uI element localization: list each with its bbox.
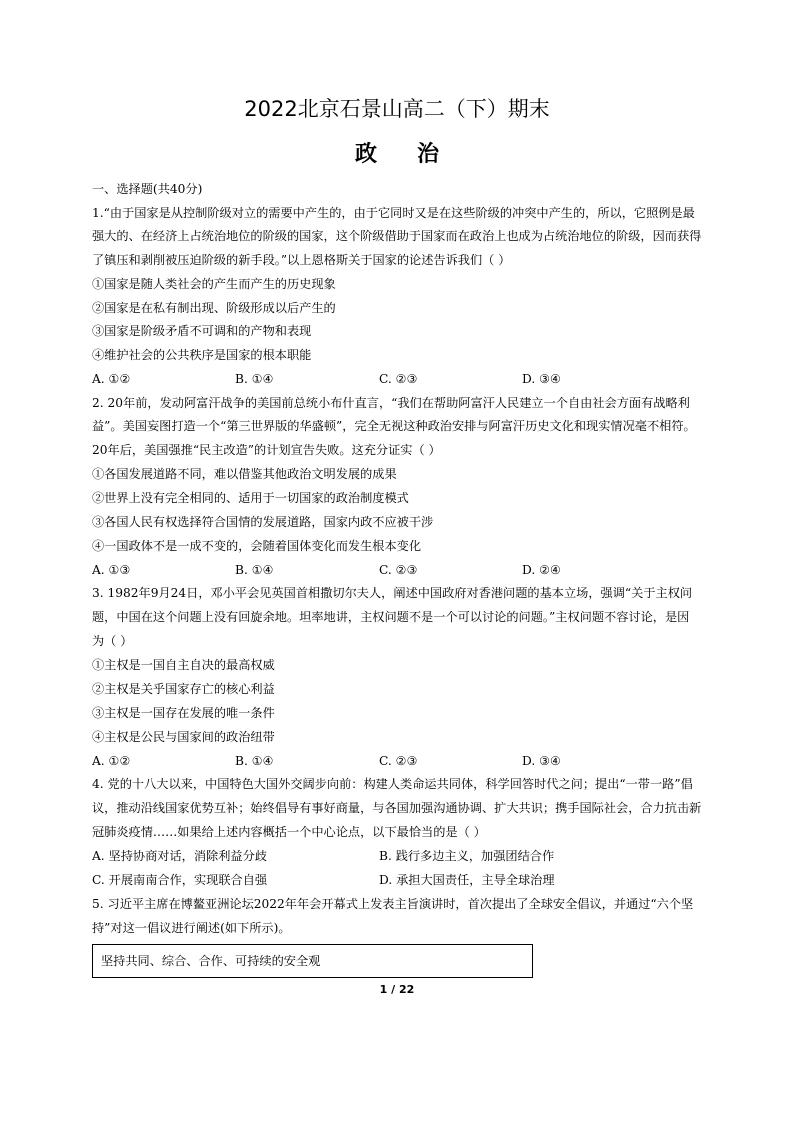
question-1-line-3: 了镇压和剥削被压迫阶级的新手段。”以上恩格斯关于国家的论述告诉我们（ ） bbox=[92, 253, 511, 267]
question-4-option-c: C. 开展南南合作，实现联合自强 bbox=[92, 873, 268, 887]
question-5-box-text: 坚持共同、综合、合作、可持续的安全观 bbox=[101, 954, 321, 968]
question-2-option-b: B. ①④ bbox=[235, 563, 274, 577]
question-5-line-2: 持”对这一倡议进行阐述(如下所示)。 bbox=[92, 921, 291, 935]
question-3-item-3: ③主权是一国存在发展的唯一条件 bbox=[92, 706, 275, 720]
section-heading: 一、选择题(共40分) bbox=[92, 182, 203, 196]
question-4-option-d: D. 承担大国责任，主导全球治理 bbox=[379, 873, 555, 887]
question-3-line-2: 题，中国在这个问题上没有回旋余地。坦率地讲，主权问题不是一个可以讨论的问题。”主权问题不容讨论，是因 bbox=[92, 610, 690, 624]
question-1-option-d: D. ③④ bbox=[522, 372, 561, 386]
question-2-line-2: 益”。美国妄图打造一个“第三世界版的华盛顿”，完全无视这种政治安排与阿富汗历史文化和现实情况毫不相符。 bbox=[92, 419, 696, 433]
question-2-option-a: A. ①③ bbox=[92, 563, 131, 577]
question-4-line-2: 议，推动沿线国家优势互补；始终倡导有事好商量，与各国加强沟通协调、扩大共识；携手国际社会，合力抗击新 bbox=[92, 801, 702, 815]
question-2-item-3: ③各国人民有权选择符合国情的发展道路，国家内政不应被干涉 bbox=[92, 515, 434, 529]
question-2-line-3: 20年后，美国强推“民主改造”的计划宣告失败。这充分证实（ ） bbox=[92, 443, 441, 457]
question-1-item-3: ③国家是阶级矛盾不可调和的产物和表现 bbox=[92, 324, 312, 338]
subject-title: 政治 bbox=[354, 142, 479, 167]
question-2-option-c: C. ②③ bbox=[379, 563, 418, 577]
question-1-option-c: C. ②③ bbox=[379, 372, 418, 386]
question-4-option-a: A. 坚持协商对话，消除利益分歧 bbox=[92, 849, 267, 863]
question-3-option-c: C. ②③ bbox=[379, 754, 418, 768]
page-number: 1 / 22 bbox=[379, 983, 415, 996]
question-2-item-4: ④一国政体不是一成不变的，会随着国体变化而发生根本变化 bbox=[92, 539, 422, 553]
question-1-item-2: ②国家是在私有制出现、阶级形成以后产生的 bbox=[92, 301, 336, 315]
question-1-option-a: A. ①② bbox=[92, 372, 131, 386]
question-3-option-a: A. ①② bbox=[92, 754, 131, 768]
question-2-option-d: D. ②④ bbox=[522, 563, 561, 577]
question-3-line-3: 为（ ） bbox=[92, 634, 133, 648]
question-1-option-b: B. ①④ bbox=[235, 372, 274, 386]
question-4-line-1: 4. 党的十八大以来，中国特色大国外交阔步向前：构建人类命运共同体，科学回答时代之问；提出“一带一路”倡 bbox=[92, 777, 693, 791]
question-5-line-1: 5. 习近平主席在博鳌亚洲论坛2022年年会开幕式上发表主旨演讲时，首次提出了全球安全倡议，并通过“六个坚 bbox=[92, 897, 694, 911]
question-3-line-1: 3. 1982年9月24日，邓小平会见英国首相撒切尔夫人，阐述中国政府对香港问题的基本立场，强调“关于主权问 bbox=[92, 586, 693, 600]
question-3-item-2: ②主权是关乎国家存亡的核心利益 bbox=[92, 682, 275, 696]
question-3-option-b: B. ①④ bbox=[235, 754, 274, 768]
question-2-item-1: ①各国发展道路不同，难以借鉴其他政治文明发展的成果 bbox=[92, 467, 397, 481]
question-3-option-d: D. ③④ bbox=[522, 754, 561, 768]
question-5-box bbox=[92, 944, 533, 978]
question-3-item-1: ①主权是一国自主自决的最高权威 bbox=[92, 658, 275, 672]
question-1-line-1: 1.“由于国家是从控制阶级对立的需要中产生的，由于它同时又是在这些阶级的冲突中产生的，所以，它照例是最 bbox=[92, 206, 695, 220]
question-4-line-3: 冠肺炎疫情……如果给上述内容概括一个中心论点，以下最恰当的是（ ） bbox=[92, 825, 486, 839]
question-2-line-1: 2. 20年前，发动阿富汗战争的美国前总统小布什直言，“我们在帮助阿富汗人民建立一个自由社会方面有战略利 bbox=[92, 396, 690, 410]
question-4-option-b: B. 践行多边主义，加强团结合作 bbox=[379, 849, 555, 863]
question-3-item-4: ④主权是公民与国家间的政治纽带 bbox=[92, 730, 275, 744]
question-2-item-2: ②世界上没有完全相同的、适用于一切国家的政治制度模式 bbox=[92, 491, 409, 505]
question-1-item-4: ④维护社会的公共秩序是国家的根本职能 bbox=[92, 348, 312, 362]
question-1-item-1: ①国家是随人类社会的产生而产生的历史现象 bbox=[92, 277, 336, 291]
question-1-line-2: 强大的、在经济上占统治地位的阶级的国家，这个阶级借助于国家而在政治上也成为占统治地位的阶级，因而获得 bbox=[92, 229, 702, 243]
page-title: 2022北京石景山高二（下）期末 bbox=[244, 97, 550, 121]
